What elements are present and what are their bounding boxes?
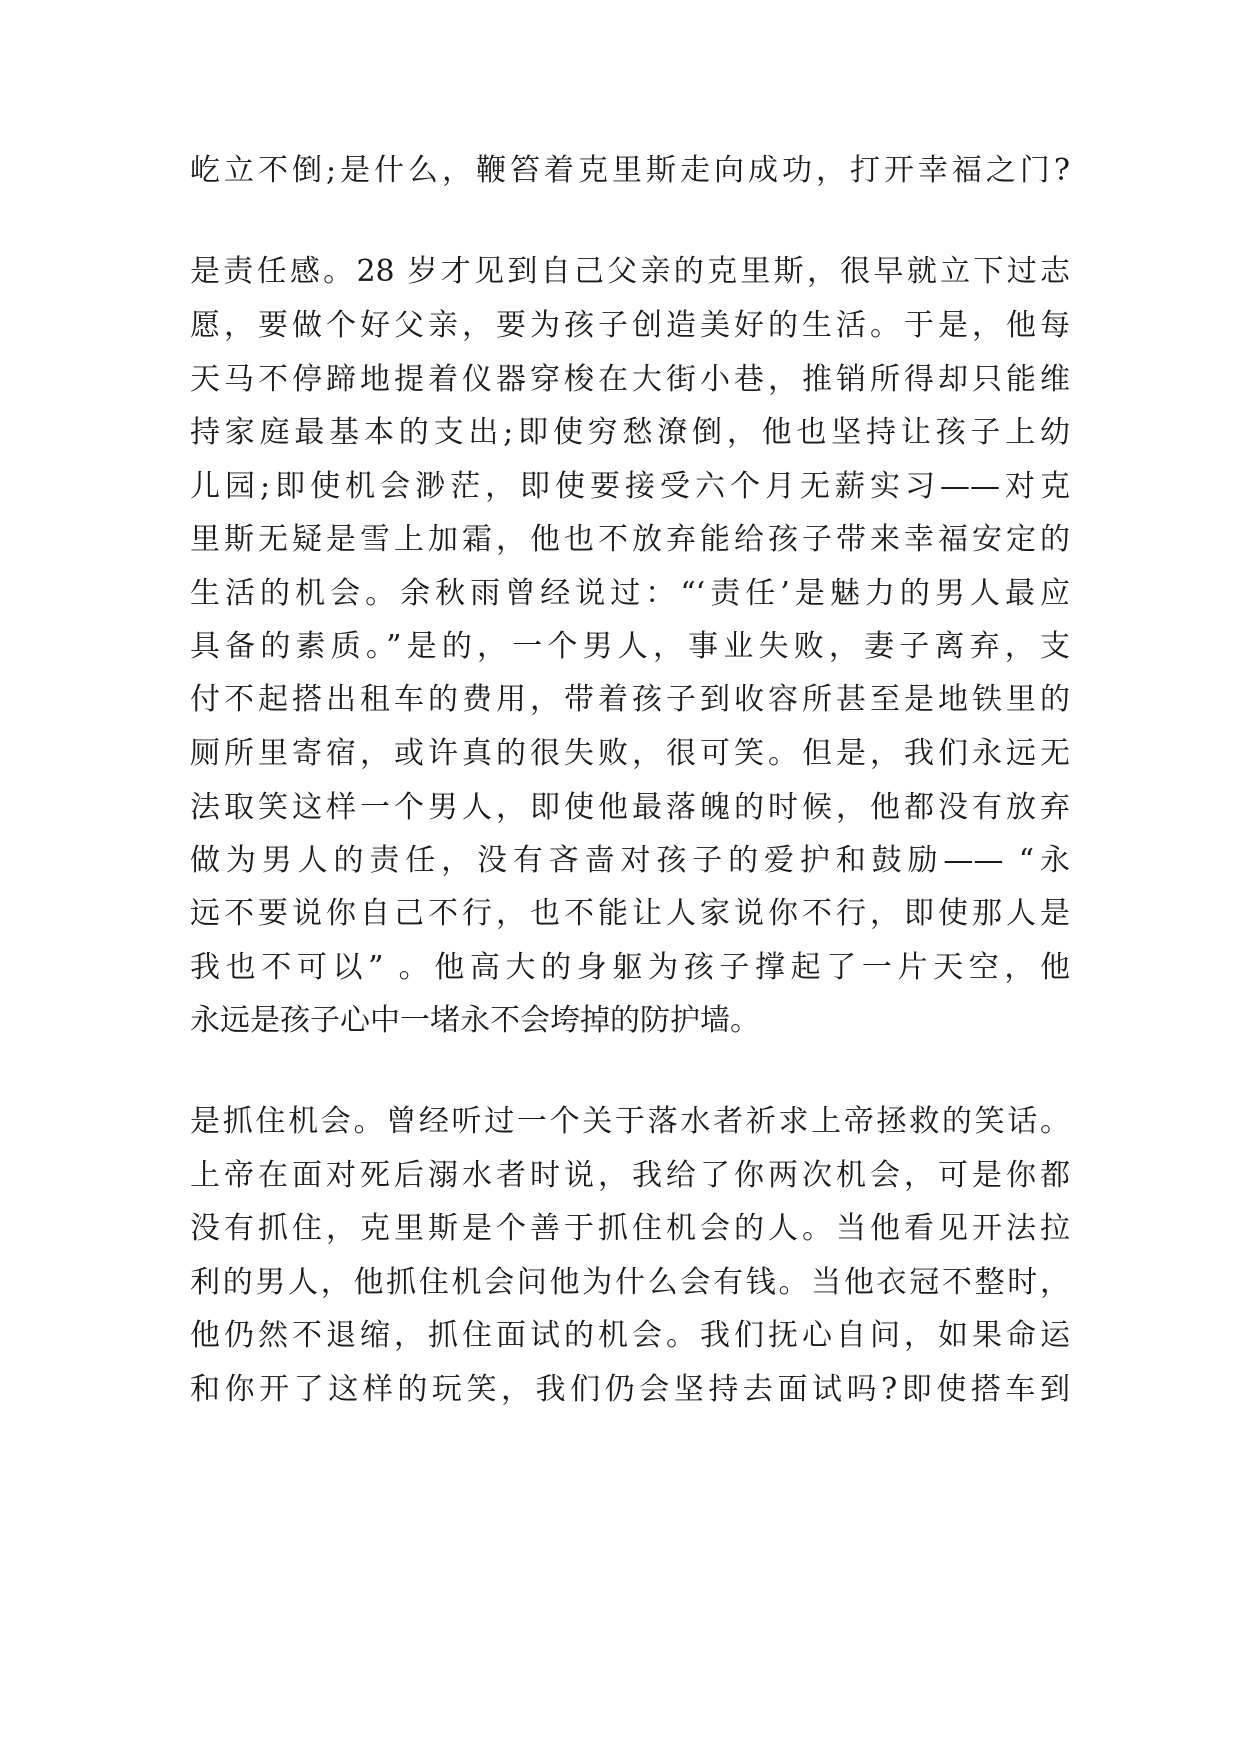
text-line: 天马不停蹄地提着仪器穿梭在大街小巷，推销所得却只能维 [190, 362, 1070, 397]
text-line: 永远是孩子心中一堵永不会垮掉的防护墙。 [190, 1003, 760, 1038]
text-line: 远不要说你自己不行，也不能让人家说你不行，即使那人是 [190, 896, 1070, 931]
text-line: 我也不可以” 。他高大的身躯为孩子撑起了一片天空，他 [190, 950, 1070, 985]
text-line: 屹立不倒;是什么，鞭笞着克里斯走向成功，打开幸福之门? [190, 153, 1070, 188]
text-line: 厕所里寄宿，或许真的很失败，很可笑。但是，我们永远无 [190, 736, 1070, 771]
text-line: 没有抓住，克里斯是个善于抓住机会的人。当他看见开法拉 [190, 1211, 1070, 1246]
text-line: 上帝在面对死后溺水者时说，我给了你两次机会，可是你都 [190, 1158, 1070, 1193]
text-line: 里斯无疑是雪上加霜，他也不放弃能给孩子带来幸福安定的 [190, 522, 1070, 557]
text-line: 具备的素质。”是的，一个男人，事业失败，妻子离弃，支 [190, 629, 1070, 664]
text-line: 法取笑这样一个男人，即使他最落魄的时候，他都没有放弃 [190, 790, 1070, 825]
text-line: 愿，要做个好父亲，要为孩子创造美好的生活。于是，他每 [190, 308, 1070, 343]
text-line: 生活的机会。余秋雨曾经说过：“‘责任’是魅力的男人最应 [190, 576, 1070, 611]
text-line: 他仍然不退缩，抓住面试的机会。我们抚心自问，如果命运 [190, 1318, 1070, 1353]
text-line: 做为男人的责任，没有吝啬对孩子的爱护和鼓励—— “永 [190, 843, 1070, 878]
text-line: 利的男人，他抓住机会问他为什么会有钱。当他衣冠不整时， [190, 1265, 1070, 1300]
text-line: 持家庭最基本的支出;即使穷愁潦倒，他也坚持让孩子上幼 [190, 415, 1070, 450]
text-line: 付不起搭出租车的费用，带着孩子到收容所甚至是地铁里的 [190, 682, 1070, 717]
text-line: 儿园;即使机会渺茫，即使要接受六个月无薪实习——对克 [190, 469, 1070, 504]
text-line: 和你开了这样的玩笑，我们仍会坚持去面试吗?即使搭车到 [190, 1372, 1070, 1407]
text-line: 是责任感。28 岁才见到自己父亲的克里斯，很早就立下过志 [190, 254, 1070, 289]
text-line: 是抓住机会。曾经听过一个关于落水者祈求上帝拯救的笑话。 [190, 1104, 1070, 1139]
